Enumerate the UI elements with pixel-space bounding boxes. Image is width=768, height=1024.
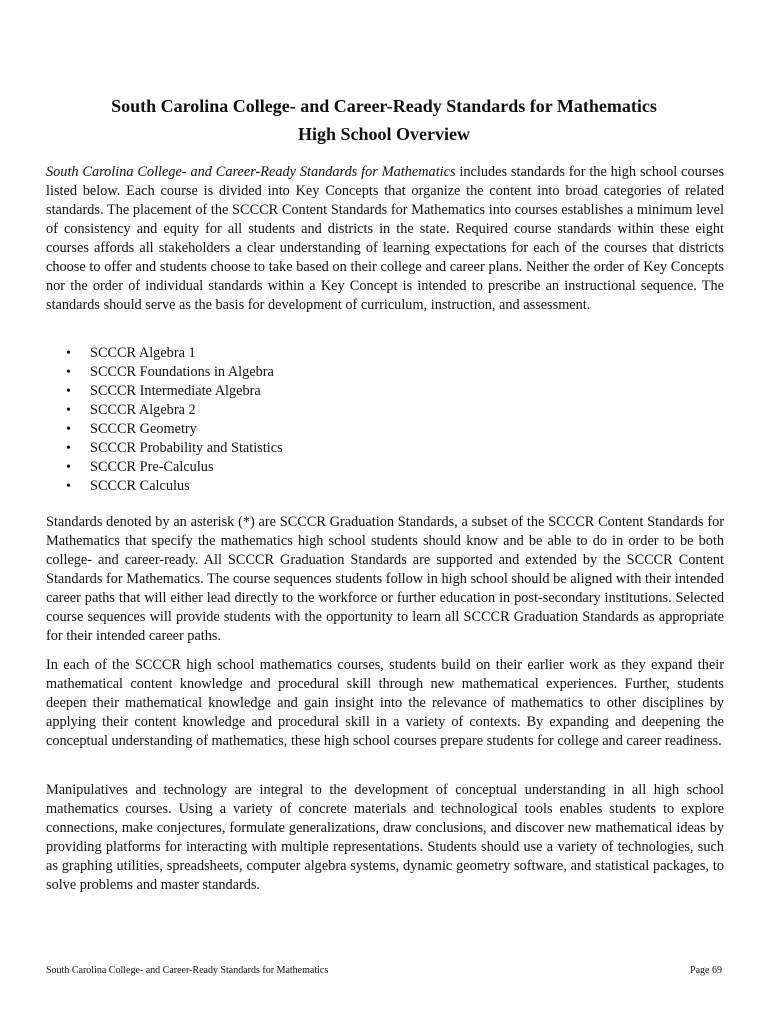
bullet-icon: • [66, 403, 71, 418]
list-item [46, 401, 646, 420]
intro-text: includes standards for the high school courses listed below. Each course is divided into Key Concepts that organize the content into broad categories of related standards. The placement of the SCCCR Content Standards for Mathematics into courses establishes a minimum level of consistency and equity for all students and districts in the state. Required course standards within these eight courses affords all stakeholders a clear understanding of learning expectations for each of the courses that districts choose to offer and students choose to take based on their college and career plans. Neither the order of Key Concepts nor the order of individual standards within a Key Concept is intended to prescribe an instructional sequence. The standards should serve as the basis for development of curriculum, instruction, and assessment. [46, 164, 725, 313]
course-label: SCCCR Algebra 1 [90, 345, 196, 361]
course-label: SCCCR Calculus [90, 478, 190, 494]
course-label: SCCCR Geometry [90, 421, 197, 437]
bullet-icon: • [66, 441, 71, 456]
course-label: SCCCR Probability and Statistics [90, 440, 283, 456]
list-item [46, 477, 646, 496]
list-item [46, 344, 646, 363]
list-item [46, 458, 646, 477]
manipulatives-paragraph: Manipulatives and technology are integral to the development of conceptual understanding in all high school mathematics courses. Using a variety of concrete materials and technological tools enables students to explore connections, make conjectures, formulate generalizations, draw conclusions, and discover new mathematical ideas by providing platforms for interacting with multiple representations. Students should use a variety of technologies, such as graphing utilities, spreadsheets, computer algebra systems, dynamic geometry software, and statistical packages, to solve problems and master standards. [46, 782, 724, 893]
bullet-icon: • [66, 479, 71, 494]
page-number: Page 69 [690, 965, 722, 976]
intro-paragraph [46, 163, 724, 315]
bullet-icon: • [66, 460, 71, 475]
course-label: SCCCR Intermediate Algebra [90, 383, 261, 399]
courses-build-paragraph: In each of the SCCCR high school mathematics courses, students build on their earlier work as they expand their mathematical content knowledge and procedural skill through new mathematical experiences. Further, students deepen their mathematical knowledge and gain insight into the relevance of mathematics to other disciplines by applying their content knowledge and procedural skill in a variety of contexts. By expanding and deepening the conceptual understanding of mathematics, these high school courses prepare students for college and career readiness. [46, 657, 724, 749]
list-item [46, 363, 646, 382]
course-list [46, 344, 646, 496]
course-label: SCCCR Pre-Calculus [90, 459, 214, 475]
graduation-standards-paragraph: Standards denoted by an asterisk (*) are SCCCR Graduation Standards, a subset of the SCCCR Content Standards for Mathematics that specify the mathematics high school students should know and be able to do in order to be both college- and career-ready. All SCCCR Graduation Standards are supported and extended by the SCCCR Content Standards for Mathematics. The course sequences students follow in high school should be aligned with their intended career paths that will either lead directly to the workforce or further education in post-secondary institutions. Selected course sequences will provide students with the opportunity to learn all SCCCR Graduation Standards as appropriate for their intended career paths. [46, 514, 724, 644]
bullet-icon: • [66, 346, 71, 361]
page-title [46, 92, 722, 148]
title-line-2: High School Overview [298, 124, 470, 144]
title-line-1: South Carolina College- and Career-Ready Standards for Mathematics [111, 96, 657, 116]
course-label: SCCCR Algebra 2 [90, 402, 196, 418]
footer-document-title: South Carolina College- and Career-Ready Standards for Mathematics [46, 965, 329, 976]
bullet-icon: • [66, 365, 71, 380]
course-label: SCCCR Foundations in Algebra [90, 364, 274, 380]
bullet-icon: • [66, 422, 71, 437]
bullet-icon: • [66, 384, 71, 399]
list-item [46, 439, 646, 458]
list-item [46, 420, 646, 439]
intro-italic-lead: South Carolina College- and Career-Ready Standards for Mathematics [46, 164, 456, 180]
list-item [46, 382, 646, 401]
